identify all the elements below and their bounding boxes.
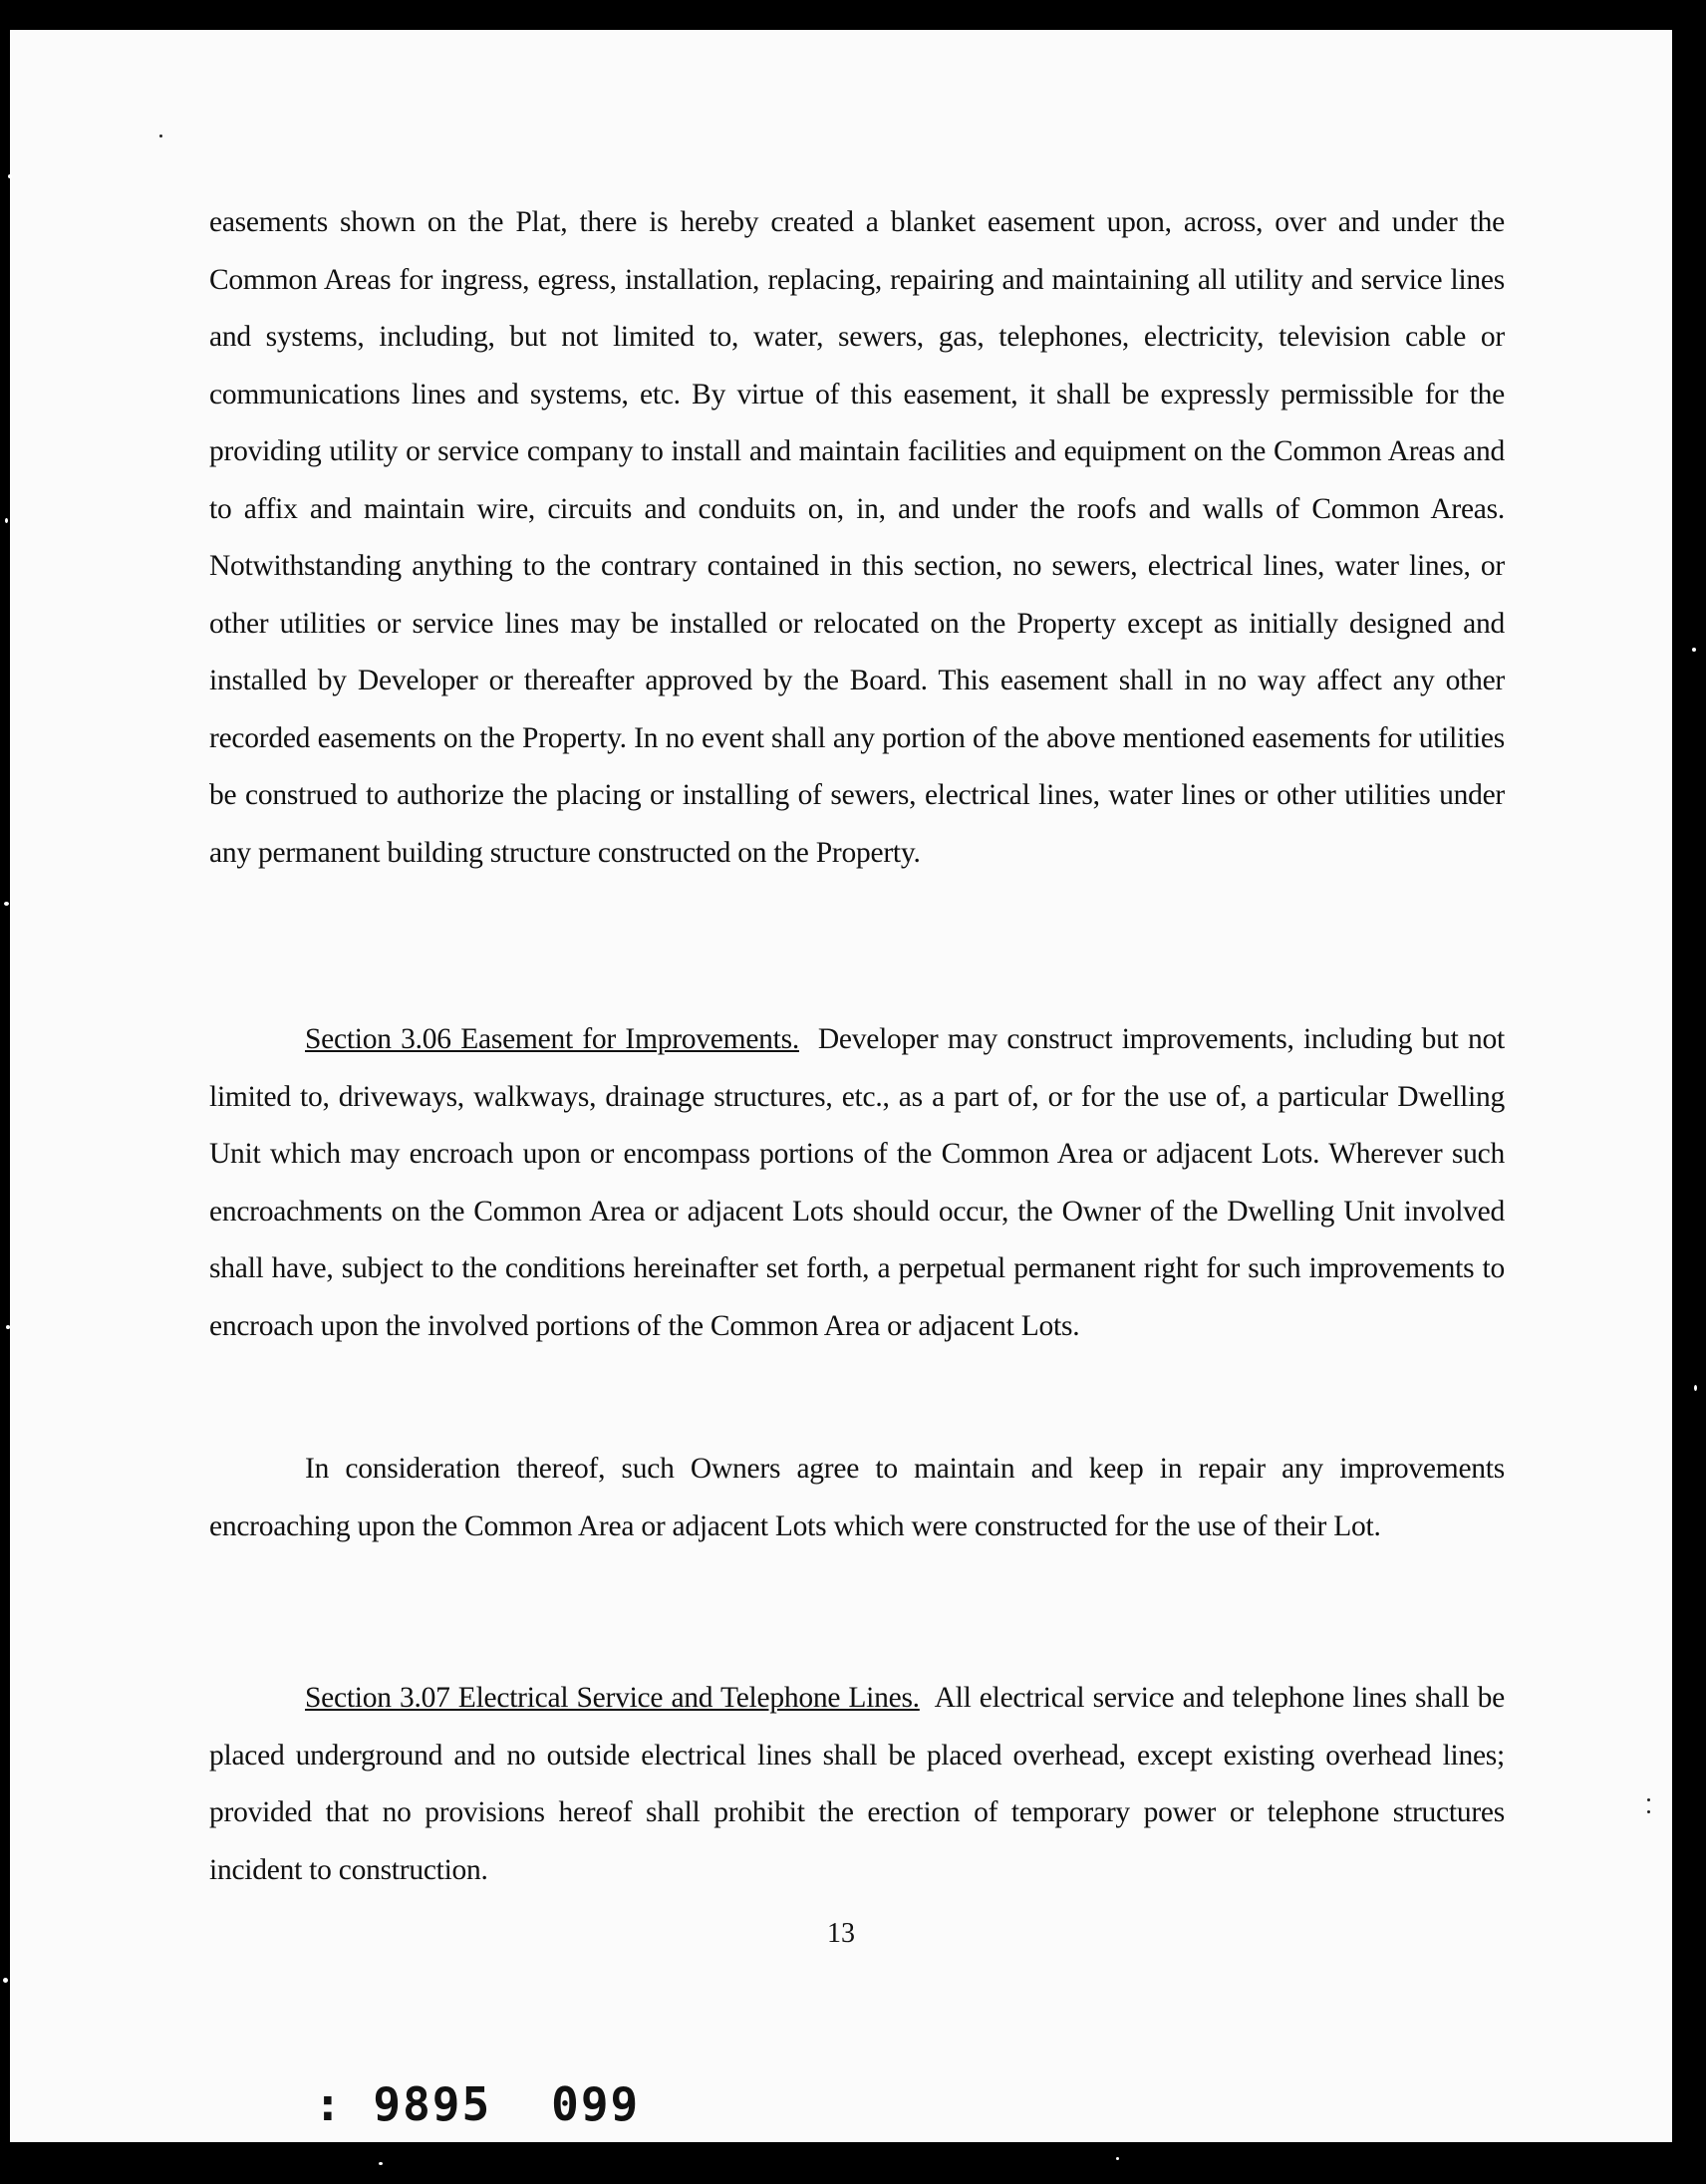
paragraph-consideration xyxy=(209,1441,1505,1555)
paragraph-text: In consideration thereof, such Owners agree to maintain and keep in repair any improvements encroaching upon the Common Area or adjacent Lots which were constructed for the use of their Lot. xyxy=(209,1453,1505,1542)
scan-speck xyxy=(1116,2157,1119,2160)
paragraph-body xyxy=(209,1011,1505,1355)
speck-mark xyxy=(159,135,162,137)
scan-speck xyxy=(5,518,8,523)
paragraph-section-3-06 xyxy=(209,1011,1505,1355)
section-heading: Section 3.06 Easement for Improvements. xyxy=(305,1023,799,1055)
speck-mark xyxy=(1647,1798,1650,1801)
paragraph-section-3-07 xyxy=(209,1670,1505,1899)
scan-speck xyxy=(4,902,9,906)
scan-speck xyxy=(8,174,12,178)
paragraph-text: easements shown on the Plat, there is hereby created a blanket easement upon, across, over and under the Common Areas for ingress, egress, installation, replacing, repairing and maintaining all utility and service lines and systems, including, but not limited to, water, sewers, gas, telephones, electricity, television cable or communications lines and systems, etc. By virtue of this easement, it shall be expressly permissible for the providing utility or service company to install and maintain facilities and equipment on the Common Areas and to affix and maintain wire, circuits and conduits on, in, and under the roofs and walls of Common Areas. Notwithstanding anything to the contrary contained in this section, no sewers, electrical lines, water lines, or other utilities or service lines may be installed or relocated on the Property except as initially designed and installed by Developer or thereafter approved by the Board. This easement shall in no way affect any other recorded easements on the Property. In no event shall any portion of the above mentioned easements for utilities be construed to authorize the placing or installing of sewers, electrical lines, water lines or other utilities under any permanent building structure constructed on the Property. xyxy=(209,206,1505,869)
scan-speck xyxy=(3,1978,8,1983)
document-code-part-b: 099 xyxy=(551,2077,641,2131)
scan-speck xyxy=(1692,648,1696,652)
scan-speck xyxy=(1694,1385,1697,1391)
paragraph-body xyxy=(209,1670,1505,1899)
section-heading: Section 3.07 Electrical Service and Telephone Lines. xyxy=(305,1682,920,1714)
document-code-stamp xyxy=(314,2077,640,2131)
page-number: 13 xyxy=(827,1918,855,1949)
paragraph-text: All electrical service and telephone lines shall be placed underground and no outside electrical lines shall be placed overhead, except existing overhead lines; provided that no provisions hereof shall prohibit the erection of temporary power or telephone structures incident to construction. xyxy=(209,1682,1506,1886)
scan-speck xyxy=(6,1325,10,1329)
scan-speck xyxy=(379,2162,383,2165)
document-page xyxy=(10,30,1672,2142)
paragraph-text: Developer may construct improvements, including but not limited to, driveways, walkways, drainage structures, etc., as a part of, or for the use of, a particular Dwelling Unit which may encroach upon or encompass portions of the Common Area or adjacent Lots. Wherever such encroachments on the Common Area or adjacent Lots should occur, the Owner of the Dwelling Unit involved shall have, subject to the conditions hereinafter set forth, a perpetual permanent right for such improvements to encroach upon the involved portions of the Common Area or adjacent Lots. xyxy=(209,1023,1505,1342)
document-code-part-a: : 9895 xyxy=(314,2077,492,2131)
speck-mark xyxy=(1647,1810,1650,1813)
paragraph-utility-easement xyxy=(209,194,1505,882)
